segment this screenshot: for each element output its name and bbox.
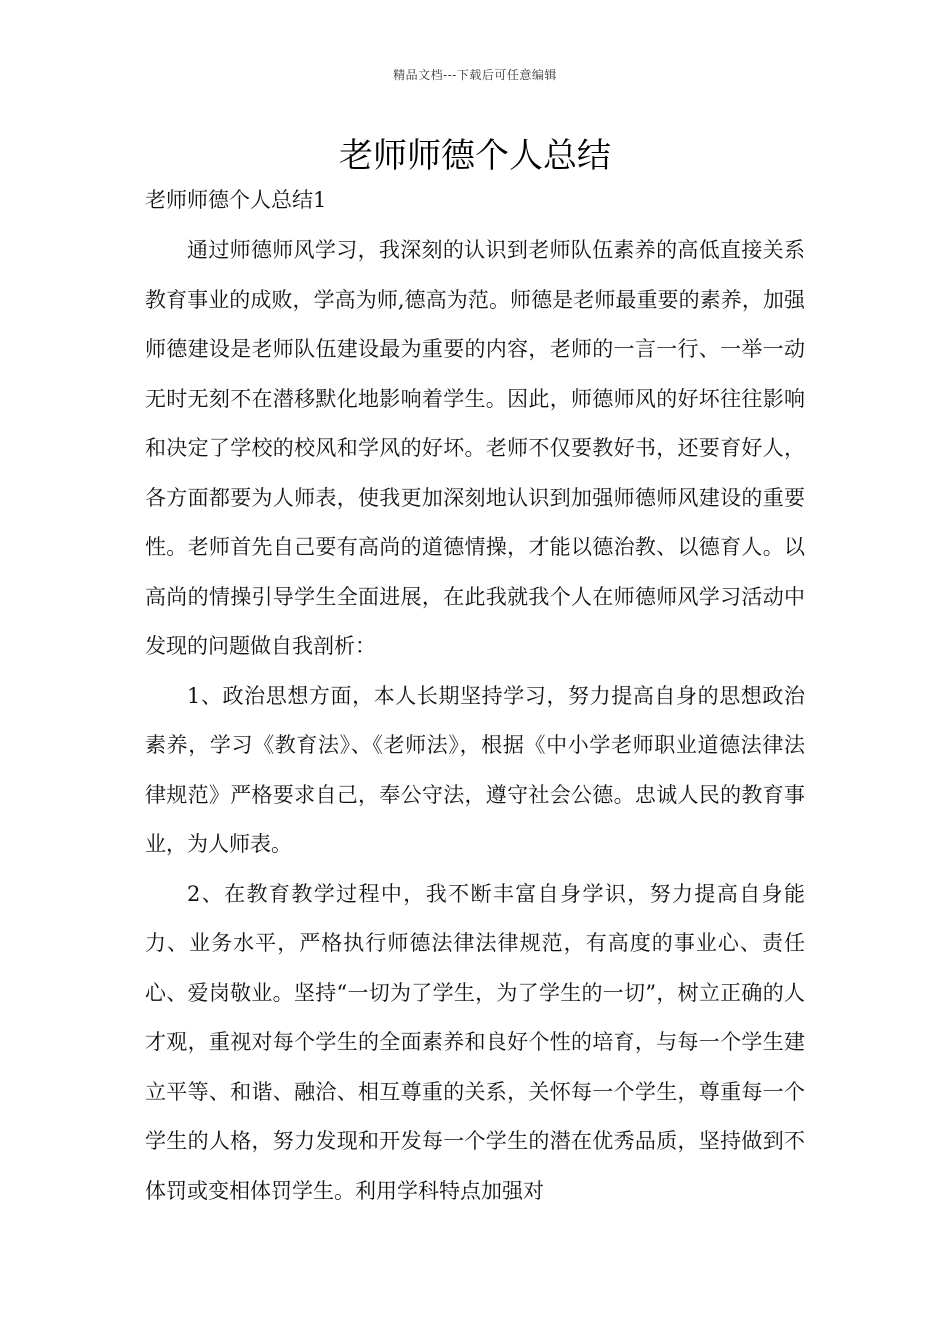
header-note: 精品文档---下载后可任意编辑 — [393, 68, 557, 82]
section-heading: 老师师德个人总结1 — [145, 188, 327, 212]
paragraph-intro: 通过师德师风学习，我深刻的认识到老师队伍素养的高低直接关系教育事业的成败，学高为师,德高为范。师德是老师最重要的素养，加强师德建设是老师队伍建设最为重要的内容，老师的一言一行、一举一动无时无刻不在潜移默化地影响着学生。因此，师德师风的好坏往往影响和决定了学校的校风和学风的好坏。老师不仅要教好书，还要育好人，各方面都要为人师表，使我更加深刻地认识到加强师德师风建设的重要性。老师首先自己要有高尚的道德情操，才能以德治教、以德育人。以高尚的情操引导学生全面进展，在此我就我个人在师德师风学习活动中发现的问题做自我剖析： — [145, 238, 805, 658]
paragraph-point-2: 2、在教育教学过程中，我不断丰富自身学识，努力提高自身能力、业务水平，严格执行师德法律法律规范，有高度的事业心、责任心、爱岗敬业。坚持“一切为了学生，为了学生的一切”，树立正确的人才观，重视对每个学生的全面素养和良好个性的培育，与每一个学生建立平等、和谐、融洽、相互尊重的关系，关怀每一个学生，尊重每一个学生的人格，努力发现和开发每一个学生的潜在优秀品质，坚持做到不体罚或变相体罚学生。利用学科特点加强对 — [145, 881, 805, 1203]
document-title: 老师师德个人总结 — [339, 136, 611, 176]
document-body — [145, 226, 805, 1216]
paragraph-point-1: 1、政治思想方面，本人长期坚持学习，努力提高自身的思想政治素养，学习《教育法》、《老师法》，根据《中小学老师职业道德法律法律规范》严格要求自己，奉公守法，遵守社会公德。忠诚人民的教育事业，为人师表。 — [145, 683, 805, 856]
